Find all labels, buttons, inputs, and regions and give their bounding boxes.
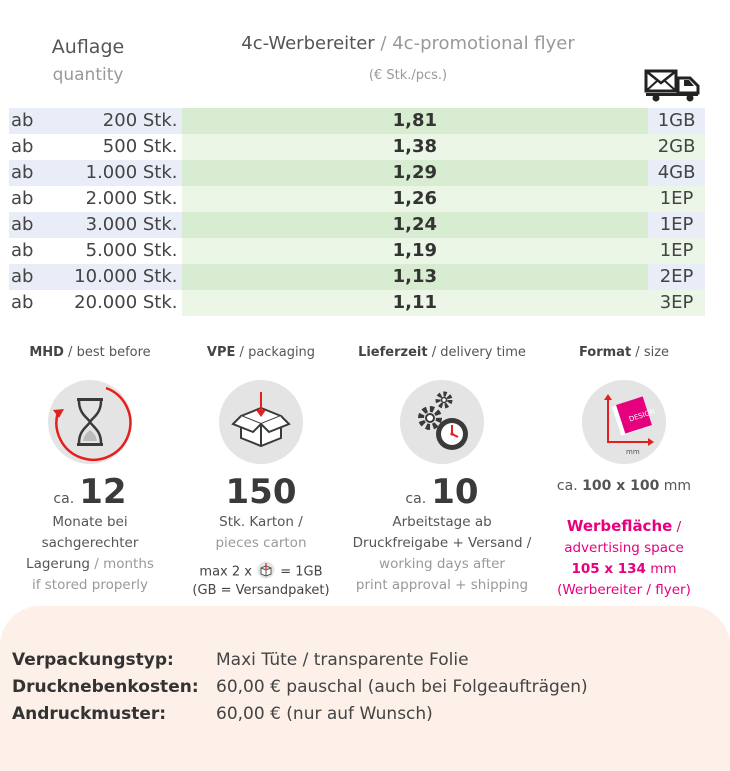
product-name-de: 4c-Werbereiter [241,33,375,54]
price-cell: 1,11 [182,290,649,316]
table-row [9,264,705,290]
from-label: ab [11,292,34,313]
table-row [9,238,705,264]
from-label: ab [9,108,41,134]
table-row [9,290,705,316]
footer-row-additional-costs: Drucknebenkosten: 60,00 € pauschal (auch bei Folgeaufträgen) [12,677,588,697]
table-row [9,160,705,186]
small-box-icon [256,561,276,583]
quantity-cell: 3.000 Stk. [41,212,182,238]
packaging-value: 150 [225,472,297,512]
price-cell: 1,81 [182,108,649,134]
best-before-description: Monate bei sachgerechter Lagerung / months if stored properly [26,514,154,593]
price-cell: 1,29 [182,160,649,186]
info-delivery [352,345,532,596]
from-label: ab [11,136,34,157]
format-title: Format / size [578,345,670,360]
price-cell: 1,19 [182,238,649,264]
quantity-cell: 500 Stk. [102,136,178,157]
product-header [176,33,640,54]
quantity-header: Auflage [51,36,125,58]
box-icon [219,380,303,464]
shipping-cell: 3EP [648,290,705,316]
shipping-cell: 1GB [648,108,705,134]
table-row [9,186,705,212]
info-format [534,345,714,601]
table-row [9,212,705,238]
unit-header: (€ Stk./pcs.) [368,68,448,83]
price-cell: 1,24 [182,212,649,238]
footer-row-proof-sample: Andruckmuster: 60,00 € (nur auf Wunsch) [12,704,433,724]
from-label: ab [11,188,34,209]
table-row [9,134,705,160]
best-before-title: MHD / best before [29,345,151,360]
packaging-description: Stk. Karton / pieces carton [215,514,307,551]
truck-mail-icon [644,68,702,102]
shipping-cell: 2GB [648,134,705,160]
from-label: ab [11,240,34,261]
shipping-cell: 1EP [648,238,705,264]
format-size: ca. 100 x 100 mm [556,478,692,494]
delivery-value: ca. 10 [405,472,479,512]
footer-row-packaging-type: Verpackungstyp: Maxi Tüte / transparente Folie [12,650,469,670]
from-label: ab [9,264,41,290]
footer-panel [0,606,730,771]
svg-text:DESIGN: DESIGN [627,407,657,424]
price-cell: 1,13 [182,264,649,290]
quantity-header-en: quantity [52,65,124,85]
advertising-space: Werbefläche / advertising space 105 x 134 mm (Werbereiter / flyer) [557,517,691,598]
svg-text:mm: mm [626,448,640,456]
packaging-title: VPE / packaging [206,345,316,360]
format-design-icon [582,380,666,464]
shipping-cell: 1EP [648,186,705,212]
shipping-cell: 2EP [648,264,705,290]
quantity-cell: 5.000 Stk. [85,240,178,261]
shipping-cell: 1EP [648,212,705,238]
table-row [9,108,705,134]
from-label: ab [9,160,41,186]
packaging-note: max 2 x = 1GB (GB = Versandpaket) [171,561,351,598]
price-cell: 1,38 [182,134,649,160]
delivery-description: Arbeitstage ab Druckfreigabe + Versand / working days after print approval + shipping [352,514,532,593]
quantity-cell: 20.000 Stk. [74,292,178,313]
product-name-en: 4c-promotional flyer [392,33,575,54]
from-label: ab [9,212,41,238]
price-cell: 1,26 [182,186,649,212]
info-best-before [0,345,180,596]
quantity-cell: 200 Stk. [41,108,182,134]
gears-clock-icon [400,380,484,464]
quantity-cell: 1.000 Stk. [41,160,182,186]
price-table [9,108,705,316]
best-before-value: ca. 12 [53,472,127,512]
product-separator: / [374,33,393,54]
hourglass-icon [48,380,132,464]
info-packaging [171,345,351,598]
shipping-cell: 4GB [648,160,705,186]
delivery-title: Lieferzeit / delivery time [358,345,526,360]
quantity-cell: 2.000 Stk. [85,188,178,209]
quantity-cell: 10.000 Stk. [41,264,182,290]
